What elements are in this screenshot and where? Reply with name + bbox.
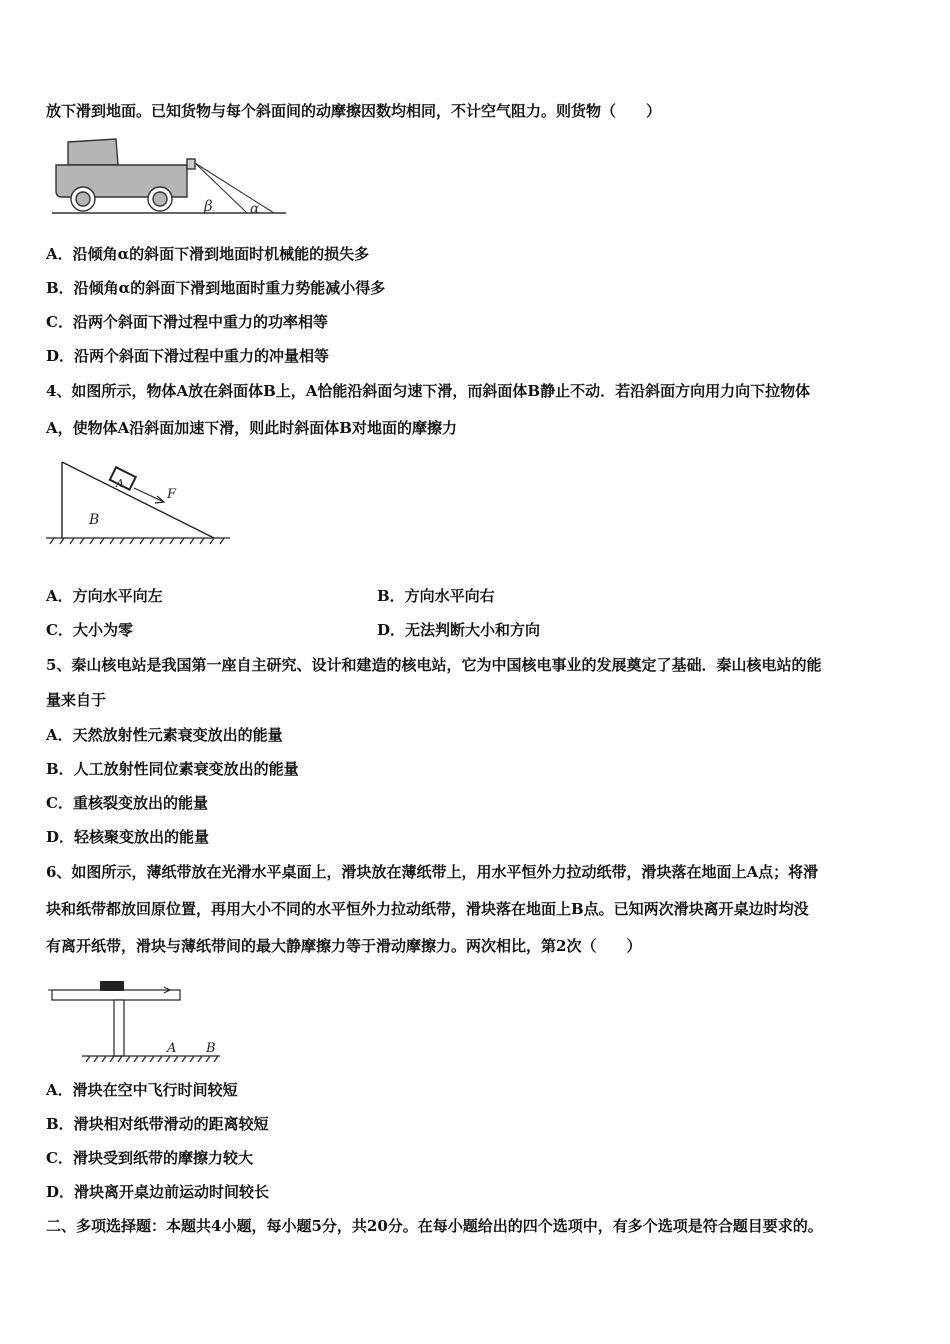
q5-option-b: B．人工放射性同位素衰变放出的能量 bbox=[46, 760, 299, 778]
q4-option-a: A．方向水平向左 bbox=[46, 587, 163, 605]
q3-option-c: C．沿两个斜面下滑过程中重力的功率相等 bbox=[46, 313, 328, 331]
q5-option-d: D．轻核聚变放出的能量 bbox=[46, 828, 210, 846]
q6-stem-line3: 有离开纸带，滑块与薄纸带间的最大静摩擦力等于滑动摩擦力。两次相比，第2次（ ） bbox=[46, 937, 642, 955]
alpha-label: α bbox=[250, 201, 260, 217]
wedge bbox=[62, 462, 214, 538]
q3-option-a: A．沿倾角α的斜面下滑到地面时机械能的损失多 bbox=[46, 245, 370, 263]
incline-figure bbox=[44, 456, 234, 548]
beta-label: β bbox=[204, 197, 213, 215]
q6-option-b: B．滑块相对纸带滑动的距离较短 bbox=[46, 1115, 269, 1133]
ground bbox=[82, 1056, 220, 1062]
q5-stem-line2: 量来自于 bbox=[46, 691, 107, 709]
force-label: F bbox=[167, 487, 177, 502]
q5-stem-line1: 5、秦山核电站是我国第一座自主研究、设计和建造的核电站，它为中国核电事业的发展奠定了基础．秦山核电站的能 bbox=[46, 656, 822, 674]
q6-stem-line2: 块和纸带都放回原位置，再用大小不同的水平恒外力拉动纸带，滑块落在地面上B点。已知两次滑块离开桌边时均没 bbox=[46, 900, 809, 918]
point-a-label: A bbox=[167, 1041, 177, 1056]
q6-option-d: D．滑块离开桌边前运动时间较长 bbox=[46, 1183, 270, 1201]
point-b-label: B bbox=[206, 1041, 216, 1056]
q4-option-b: B．方向水平向右 bbox=[377, 587, 495, 605]
q3-option-d: D．沿两个斜面下滑过程中重力的冲量相等 bbox=[46, 347, 330, 365]
ground bbox=[46, 538, 230, 544]
table-tape-figure bbox=[48, 976, 228, 1066]
q4-stem-line1: 4、如图所示，物体A放在斜面体B上，A恰能沿斜面匀速下滑，而斜面体B静止不动．若沿斜面方向用力向下拉物体 bbox=[46, 382, 811, 400]
wedge-label: B bbox=[89, 512, 100, 528]
block-a-label: A bbox=[116, 477, 124, 490]
truck-ramp-figure bbox=[52, 135, 288, 219]
q6-option-c: C．滑块受到纸带的摩擦力较大 bbox=[46, 1149, 253, 1167]
q3-option-b: B．沿倾角α的斜面下滑到地面时重力势能减小得多 bbox=[46, 279, 386, 297]
q6-stem-line1: 6、如图所示，薄纸带放在光滑水平桌面上，滑块放在薄纸带上，用水平恒外力拉动纸带，滑块落在地面上A点；将滑 bbox=[46, 863, 819, 881]
section2-heading: 二、多项选择题：本题共4小题，每小题5分，共20分。在每小题给出的四个选项中，有多个选项是符合题目要求的。 bbox=[46, 1217, 823, 1235]
q6-option-a: A．滑块在空中飞行时间较短 bbox=[46, 1081, 238, 1099]
truck bbox=[56, 139, 195, 211]
q5-option-c: C．重核裂变放出的能量 bbox=[46, 794, 208, 812]
q4-stem-line2: A，使物体A沿斜面加速下滑，则此时斜面体B对地面的摩擦力 bbox=[46, 419, 457, 437]
q3-stem: 放下滑到地面。已知货物与每个斜面间的动摩擦因数均相同，不计空气阻力。则货物（ ） bbox=[46, 102, 662, 120]
table bbox=[52, 990, 180, 1056]
q4-option-c: C．大小为零 bbox=[46, 621, 133, 639]
q4-option-d: D．无法判断大小和方向 bbox=[377, 621, 541, 639]
q5-option-a: A．天然放射性元素衰变放出的能量 bbox=[46, 726, 283, 744]
